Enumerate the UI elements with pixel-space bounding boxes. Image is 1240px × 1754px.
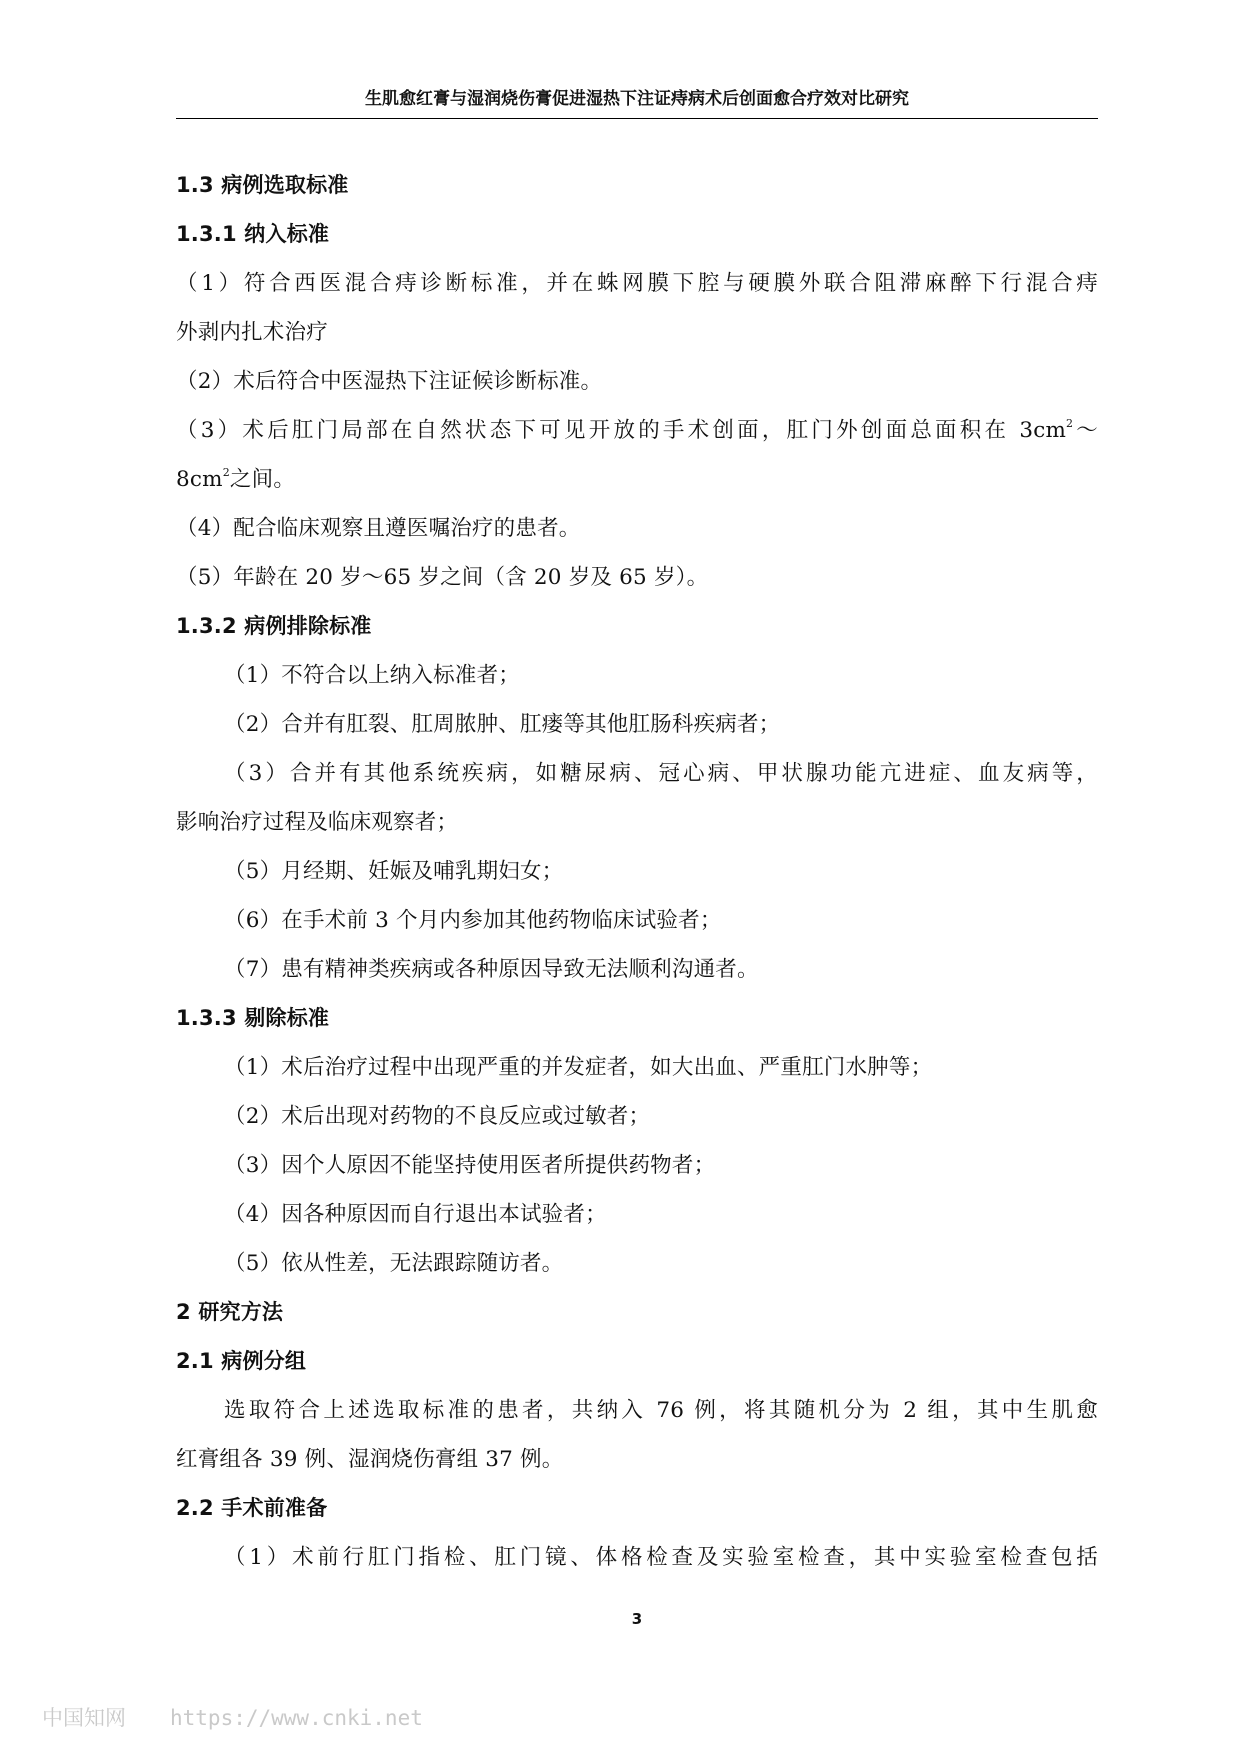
- exclusion-item-6: （6）在手术前 3 个月内参加其他药物临床试验者；: [224, 908, 722, 933]
- exclusion-item-2: （2）合并有肛裂、肛周脓肿、肛瘘等其他肛肠科疾病者；: [224, 712, 781, 737]
- section-heading-1-3-2: 1.3.2 病例排除标准: [176, 614, 372, 638]
- exclusion-item-5: （5）月经期、妊娠及哺乳期妇女；: [224, 859, 564, 884]
- exclusion-item-1: （1）不符合以上纳入标准者；: [224, 663, 520, 688]
- preop-item-1-line-1: （1）术前行肛门指检、肛门镜、体格检查及实验室检查，其中实验室检查包括: [224, 1545, 1098, 1570]
- removal-item-4: （4）因各种原因而自行退出本试验者；: [224, 1202, 607, 1227]
- watermark-url: https://www.cnki.net: [170, 1706, 423, 1730]
- section-heading-2-2: 2.2 手术前准备: [176, 1496, 328, 1520]
- exclusion-item-7: （7）患有精神类疾病或各种原因导致无法顺利沟通者。: [224, 957, 759, 982]
- inclusion-item-3-tilde: ～: [1073, 418, 1098, 443]
- inclusion-item-3-text-a: （3）术后肛门局部在自然状态下可见开放的手术创面，肛门外创面总面积在 3cm: [176, 418, 1067, 443]
- removal-item-1: （1）术后治疗过程中出现严重的并发症者，如大出血、严重肛门水肿等；: [224, 1055, 933, 1080]
- cnki-watermark: [42, 1703, 423, 1733]
- removal-item-3: （3）因个人原因不能坚持使用医者所提供药物者；: [224, 1153, 716, 1178]
- inclusion-item-5: （5）年龄在 20 岁～65 岁之间（含 20 岁及 65 岁）。: [176, 565, 709, 590]
- section-heading-2-1: 2.1 病例分组: [176, 1349, 307, 1373]
- exclusion-item-3-line-1: （3）合并有其他系统疾病，如糖尿病、冠心病、甲状腺功能亢进症、血友病等，: [224, 761, 1098, 786]
- inclusion-item-3-text-c: 之间。: [229, 467, 296, 492]
- grouping-paragraph-line-2: 红膏组各 39 例、湿润烧伤膏组 37 例。: [176, 1447, 564, 1472]
- superscript-2: 2: [1066, 417, 1074, 430]
- section-heading-1-3-3: 1.3.3 剔除标准: [176, 1006, 330, 1030]
- inclusion-item-2: （2）术后符合中医湿热下注证候诊断标准。: [176, 369, 603, 394]
- page-body: [176, 161, 1098, 1582]
- removal-item-2: （2）术后出现对药物的不良反应或过敏者；: [224, 1104, 651, 1129]
- section-heading-2: 2 研究方法: [176, 1300, 284, 1324]
- inclusion-item-3-line-1: [176, 406, 1098, 455]
- page-number: 3: [631, 1610, 643, 1628]
- removal-item-5: （5）依从性差，无法跟踪随访者。: [224, 1251, 564, 1276]
- running-header: 生肌愈红膏与湿润烧伤膏促进湿热下注证痔病术后创面愈合疗效对比研究: [365, 89, 909, 109]
- superscript-2: 2: [222, 466, 230, 479]
- watermark-brand: 中国知网: [42, 1706, 126, 1730]
- inclusion-item-3-text-b: 8cm: [176, 467, 223, 492]
- inclusion-item-1-line-1: （1）符合西医混合痔诊断标准，并在蛛网膜下腔与硬膜外联合阻滞麻醉下行混合痔: [176, 271, 1098, 296]
- section-heading-1-3-1: 1.3.1 纳入标准: [176, 222, 330, 246]
- inclusion-item-4: （4）配合临床观察且遵医嘱治疗的患者。: [176, 516, 581, 541]
- section-heading-1-3: 1.3 病例选取标准: [176, 173, 349, 197]
- exclusion-item-3-line-2: 影响治疗过程及临床观察者；: [176, 810, 459, 835]
- inclusion-item-1-line-2: 外剥内扎术治疗: [176, 320, 328, 345]
- grouping-paragraph-line-1: 选取符合上述选取标准的患者，共纳入 76 例，将其随机分为 2 组，其中生肌愈: [224, 1398, 1098, 1423]
- header-rule: [176, 118, 1098, 119]
- inclusion-item-3-line-2: [176, 455, 1098, 504]
